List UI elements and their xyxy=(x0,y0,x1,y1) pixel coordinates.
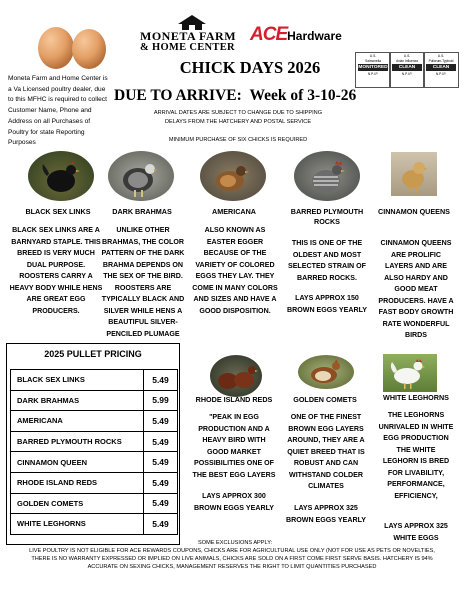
breed-name: CINNAMON QUEENS xyxy=(378,207,450,216)
breed-description: CINNAMON QUEENS ARE PROLIFIC LAYERS AND ARE ALSO HARDY AND GOOD MEAT PRODUCERS. HAVE A FAST BODY GROWTH RATE WONDERFUL BIRDS xyxy=(378,239,454,339)
dealer-notice: Moneta Farm and Home Center is a Va Licensed poultry dealer, due to this MFHC is required to collect Customer Name, Phone and Address on all Purchases of Poultry for state Reporting Purposes xyxy=(8,75,108,147)
pricing-breed: RHODE ISLAND REDS xyxy=(11,472,144,493)
pricing-price: 5.49 xyxy=(144,493,178,514)
breed-lays: LAYS APPROX 325 WHITE EGGS xyxy=(384,522,448,542)
breed-name: AMERICANA xyxy=(212,207,256,216)
white-leghorns-photo xyxy=(383,354,437,392)
pricing-price: 5.49 xyxy=(144,452,178,473)
avian-influenza-badge: U.S. Avian Influenza CLEAN N.P.I.P. xyxy=(389,52,425,88)
pricing-box xyxy=(6,343,180,545)
salmonella-badge: U.S. Salmonella MONITORED N.P.I.P. xyxy=(355,52,391,88)
breed-description: ALSO KNOWN AS EASTER EGGER BECAUSE OF THE VARIETY OF COLORED EGGS THEY LAY. THEY COME IN MANY COLORS AND SIZES AND HAVE A GOOD DISPOSITION. xyxy=(192,226,278,315)
pricing-price: 5.49 xyxy=(144,431,178,452)
breed-description: "PEAK IN EGG PRODUCTION AND A HEAVY BIRD WITH GOOD MARKET POSSIBILITIES ONE OF THE BEST EGG LAYERS xyxy=(192,413,276,479)
pricing-row xyxy=(11,472,178,493)
breed-description: THE LEGHORNS UNRIVALED IN WHITE EGG PRODUCTION THE WHITE LEGHORN IS BRED FOR LIVABILITY, PERFORMANCE, EFFICIENCY, xyxy=(378,411,454,500)
pricing-breed: GOLDEN COMETS xyxy=(11,493,144,514)
cinnamon-queens-photo xyxy=(391,152,437,196)
exclusions-label: SOME EXCLUSIONS APPLY: xyxy=(198,540,273,546)
moneta-name-line1: MONETA FARM xyxy=(140,29,237,43)
breed-lays: LAYS APPROX 150 BROWN EGGS YEARLY xyxy=(286,294,367,314)
pricing-price: 5.49 xyxy=(144,411,178,432)
moneta-logo xyxy=(138,14,254,54)
barn-icon xyxy=(176,14,208,30)
pricing-row xyxy=(11,411,178,432)
pullorum-typhoid-badge: U.S. Pullorum-Typhoid CLEAN N.P.I.P. xyxy=(423,52,459,88)
barred-plymouth-rocks-photo xyxy=(294,151,360,201)
pricing-price: 5.49 xyxy=(144,370,178,391)
ace-wordmark: ACE xyxy=(250,24,288,45)
pricing-price: 5.99 xyxy=(144,390,178,411)
minimum-purchase-note: MINIMUM PURCHASE OF SIX CHICKS IS REQUIRED xyxy=(168,137,308,143)
disclaimer-line1: LIVE POULTRY IS NOT ELIGIBLE FOR ACE REWARDS COUPONS, CHICKS ARE FOR AGRICULTURAL USE ONLY (NOT FOR USE AS PETS OR NOVELTIES, xyxy=(29,548,435,554)
breed-name: BLACK SEX LINKS xyxy=(25,207,91,216)
due-to-arrive xyxy=(114,87,356,105)
pricing-row xyxy=(11,514,178,535)
pricing-breed: AMERICANA xyxy=(11,411,144,432)
pricing-row xyxy=(11,390,178,411)
breed-description: UNLIKE OTHER BRAHMAS, THE COLOR PATTERN OF THE DARK BRAHMA DEPENDS ON THE SEX OF THE BIRD. ROOSTERS ARE TYPICALLY BLACK AND SILVER WHILE HENS A BEAUTIFUL SILVER-PENCILED PLUMAGE xyxy=(101,226,185,338)
hardware-wordmark: Hardware xyxy=(287,29,342,43)
breed-name: GOLDEN COMETS xyxy=(293,395,357,404)
arrival-notice-line2: DELAYS FROM THE HATCHERY AND POSTAL SERVICE xyxy=(164,119,312,125)
disclaimer-line3: ACCURATE ON SEXING CHICKS, MANAGEMENT RESERVES THE RIGHT TO LIMIT QUANTITIES PURCHASED xyxy=(87,564,377,570)
arrival-notice-line1: ARRIVAL DATES ARE SUBJECT TO CHANGE DUE TO SHIPPING xyxy=(153,110,323,116)
breed-description: THIS IS ONE OF THE OLDEST AND MOST SELECTED STRAIN OF BARRED ROCKS. xyxy=(287,239,367,282)
pricing-price: 5.49 xyxy=(144,514,178,535)
breed-name: WHITE LEGHORNS xyxy=(383,393,449,402)
breed-name: BARRED PLYMOUTH ROCKS xyxy=(290,207,364,226)
due-week: Week of 3-10-26 xyxy=(249,87,357,104)
pricing-breed: CINNAMON QUEEN xyxy=(11,452,144,473)
pricing-breed: BARRED PLYMOUTH ROCKS xyxy=(11,431,144,452)
ace-hardware-logo xyxy=(250,24,342,46)
pricing-row xyxy=(11,431,178,452)
pricing-breed: DARK BRAHMAS xyxy=(11,390,144,411)
moneta-name-line2: & HOME CENTER xyxy=(140,42,235,53)
pricing-row xyxy=(11,493,178,514)
disclaimer-line2: THERE IS NO WARRANTY EXPRESSED OR IMPLIED ON LIVE ANIMALS, CHICKS ARE SOLD ON A FIRST COME FIRST SERVE BASIS. HATCHERY IS 94% xyxy=(31,556,433,562)
eggs-image xyxy=(32,24,112,70)
pricing-table xyxy=(10,369,178,535)
breed-description: ONE OF THE FINEST BROWN EGG LAYERS AROUND, THEY ARE A QUIET BREED THAT IS ROBUST AND CAN WITHSTAND COLDER CLIMATES xyxy=(287,413,365,490)
rhode-island-reds-photo xyxy=(210,355,262,397)
pricing-price: 5.49 xyxy=(144,472,178,493)
pricing-breed: WHITE LEGHORNS xyxy=(11,514,144,535)
breed-name: DARK BRAHMAS xyxy=(112,207,172,216)
page-title: CHICK DAYS 2026 xyxy=(179,58,321,77)
black-sex-links-photo xyxy=(28,151,94,201)
breed-lays: LAYS APPROX 325 BROWN EGGS YEARLY xyxy=(285,504,366,524)
pricing-row xyxy=(11,452,178,473)
pricing-title: 2025 PULLET PRICING xyxy=(44,349,142,359)
breed-lays: LAYS APPROX 300 BROWN EGGS YEARLY xyxy=(193,492,274,512)
americana-photo xyxy=(200,151,266,201)
pricing-row xyxy=(11,370,178,391)
dark-brahmas-photo xyxy=(108,151,174,201)
due-label: DUE TO ARRIVE: xyxy=(114,87,242,104)
golden-comets-photo xyxy=(298,355,354,389)
breed-name: RHODE ISLAND REDS xyxy=(195,395,273,404)
pricing-breed: BLACK SEX LINKS xyxy=(11,370,144,391)
breed-description: BLACK SEX LINKS ARE A BARNYARD STAPLE. THIS BREED IS VERY MUCH DUAL PURPOSE. ROOSTERS CARRY A HEAVY BODY WHILE HENS ARE GREAT EGG PRODUCERS. xyxy=(9,226,103,315)
